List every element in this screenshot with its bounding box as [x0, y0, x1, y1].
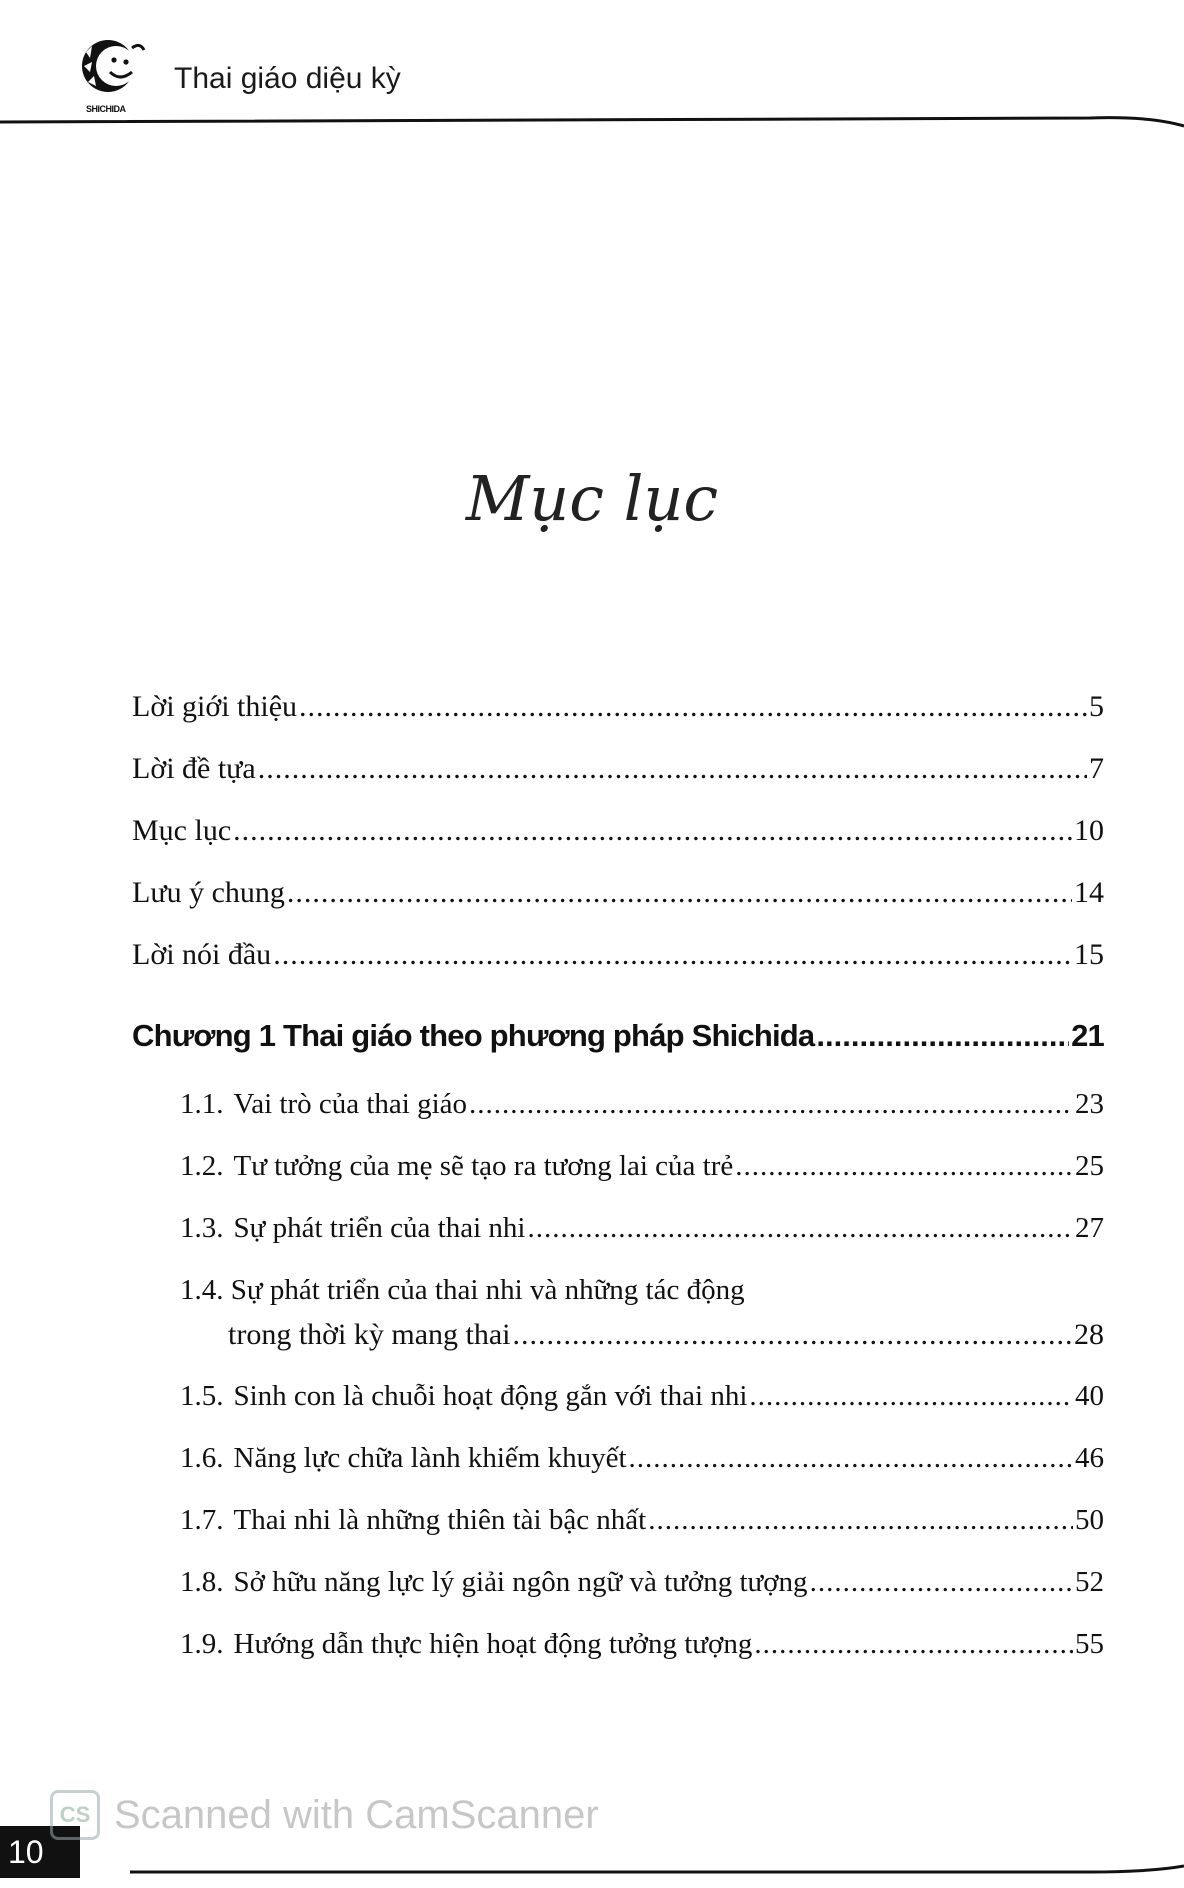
section-number: 1.5. [180, 1380, 224, 1412]
leader-dots [754, 1628, 1073, 1661]
toc-section-1-4[interactable] [132, 1274, 1104, 1380]
section-page: 25 [1075, 1150, 1104, 1182]
leader-dots [735, 1150, 1073, 1183]
section-label: Sự phát triển của thai nhi và những tác động [230, 1274, 745, 1306]
leader-dots [527, 1212, 1073, 1245]
toc-entry-loi-gioi-thieu[interactable] [132, 690, 1104, 752]
section-label: Hướng dẫn thực hiện hoạt động tưởng tượng [233, 1628, 753, 1660]
leader-dots [629, 1442, 1073, 1475]
leader-dots [513, 1318, 1073, 1352]
section-label: Tư tưởng của mẹ sẽ tạo ra tương lai của trẻ [233, 1150, 734, 1182]
header-rule [0, 110, 1184, 130]
section-page: 27 [1075, 1212, 1104, 1244]
page-number: 10 [0, 1826, 80, 1878]
toc-section-1-7[interactable] [132, 1504, 1104, 1566]
section-label: Sở hữu năng lực lý giải ngôn ngữ và tưởng tượng [233, 1566, 808, 1598]
section-label: Sự phát triển của thai nhi [233, 1212, 526, 1244]
toc-label: Lời đề tựa [132, 752, 256, 785]
toc-section-1-2[interactable] [132, 1150, 1104, 1212]
section-page: 50 [1075, 1504, 1104, 1536]
chapter-page: 21 [1071, 1018, 1104, 1053]
leader-dots [258, 752, 1087, 786]
leader-dots [810, 1566, 1073, 1599]
section-page: 46 [1075, 1442, 1104, 1474]
leader-dots [287, 876, 1072, 910]
toc-page: 14 [1074, 876, 1104, 909]
chapter-label: Chương 1 Thai giáo theo phương pháp Shichida [132, 1018, 815, 1053]
toc-entry-luu-y-chung[interactable] [132, 876, 1104, 938]
leader-dots [816, 1018, 1069, 1054]
toc-label: Lời giới thiệu [132, 690, 298, 723]
toc-page: 5 [1089, 690, 1104, 723]
leader-dots [273, 938, 1072, 972]
section-number: 1.4. [180, 1274, 224, 1306]
toc-section-1-3[interactable] [132, 1212, 1104, 1274]
toc-label: Lưu ý chung [132, 876, 285, 909]
section-label: Vai trò của thai giáo [233, 1088, 468, 1120]
section-label: Thai nhi là những thiên tài bậc nhất [233, 1504, 647, 1536]
leader-dots [749, 1380, 1073, 1413]
section-page: 52 [1075, 1566, 1104, 1598]
section-label-continued: trong thời kỳ mang thai [228, 1318, 511, 1351]
toc-entry-loi-de-tua[interactable] [132, 752, 1104, 814]
footer-rule [130, 1862, 1184, 1878]
toc-section-1-6[interactable] [132, 1442, 1104, 1504]
section-number: 1.7. [180, 1504, 224, 1536]
leader-dots [233, 814, 1072, 848]
toc-page: 7 [1089, 752, 1104, 785]
camscanner-watermark [50, 1790, 599, 1840]
logo-caption: SHICHIDA [86, 104, 126, 114]
leader-dots [469, 1088, 1073, 1121]
section-page: 28 [1074, 1318, 1104, 1351]
toc-entry-loi-noi-dau[interactable] [132, 938, 1104, 1000]
toc-section-1-5[interactable] [132, 1380, 1104, 1442]
toc-label: Lời nói đầu [132, 938, 272, 971]
toc-label: Mục lục [132, 814, 232, 847]
section-number: 1.1. [180, 1088, 224, 1120]
section-number: 1.9. [180, 1628, 224, 1660]
section-label: Sinh con là chuỗi hoạt động gắn với thai nhi [233, 1380, 748, 1412]
table-of-contents [132, 690, 1104, 1690]
section-number: 1.8. [180, 1566, 224, 1598]
section-number: 1.2. [180, 1150, 224, 1182]
running-title: Thai giáo diệu kỳ [174, 62, 401, 95]
toc-section-1-8[interactable] [132, 1566, 1104, 1628]
section-page: 40 [1075, 1380, 1104, 1412]
section-page: 55 [1075, 1628, 1104, 1660]
toc-chapter-1[interactable] [132, 1018, 1104, 1088]
leader-dots [648, 1504, 1073, 1537]
leader-dots [299, 690, 1087, 724]
section-number: 1.6. [180, 1442, 224, 1474]
watermark-text: Scanned with CamScanner [114, 1792, 599, 1837]
section-number: 1.3. [180, 1212, 224, 1244]
toc-entry-muc-luc[interactable] [132, 814, 1104, 876]
toc-page: 10 [1074, 814, 1104, 847]
section-page: 23 [1075, 1088, 1104, 1120]
camscanner-logo-icon: CS [50, 1790, 100, 1840]
toc-section-1-1[interactable] [132, 1088, 1104, 1150]
section-label: Năng lực chữa lành khiếm khuyết [233, 1442, 627, 1474]
toc-page: 15 [1074, 938, 1104, 971]
page-title: Mục lục [465, 462, 719, 535]
toc-section-1-9[interactable] [132, 1628, 1104, 1690]
